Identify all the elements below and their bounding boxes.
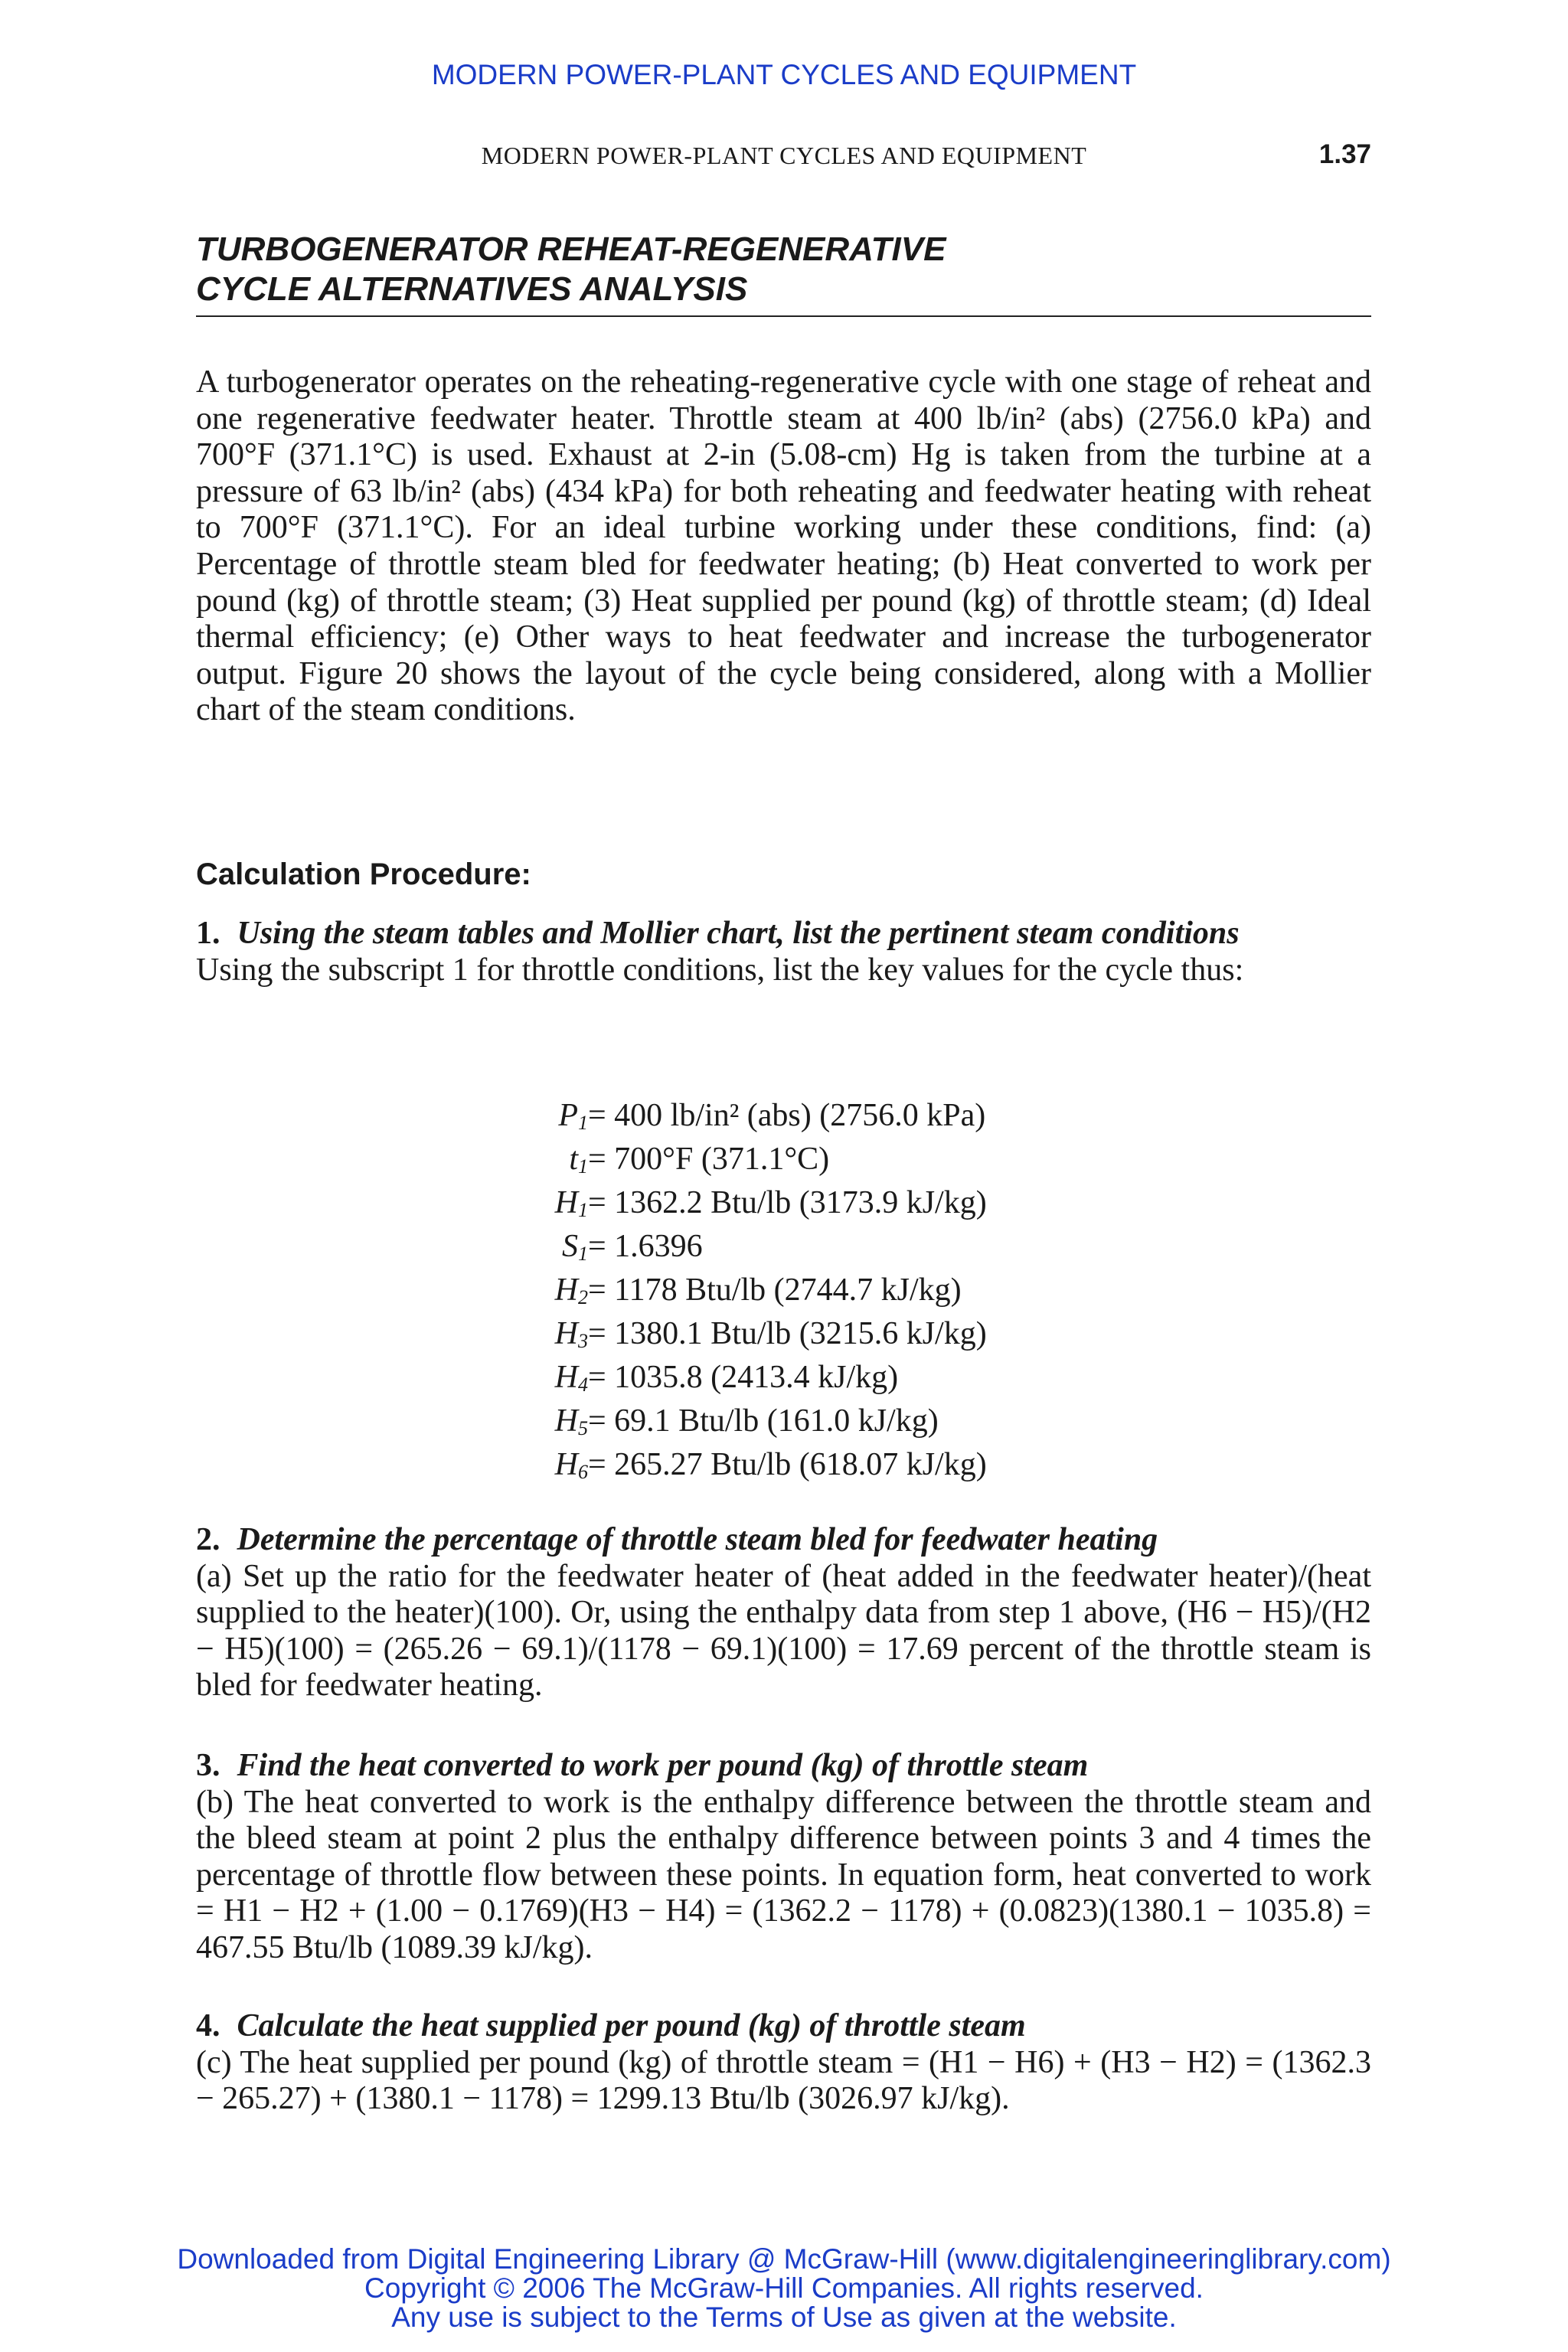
step-2: [196, 1522, 1371, 1704]
section-title-line-1: TURBOGENERATOR REHEAT-REGENERATIVE: [196, 230, 946, 268]
intro-paragraph: A turbogenerator operates on the reheating-regenerative cycle with one stage of reheat and one regenerative feedwater heater. Throttle steam at 400 lb/in² (abs) (2756.0 kPa) and 700°F (371.1°C) is used. Exhaust at 2-in (5.08-cm) Hg is taken from the turbine at a pressure of 63 lb/in² (abs) (434 kPa) for both reheating and feedwater heating with reheat to 700°F (371.1°C). For an ideal turbine working under these conditions, find: (a) Percentage of throttle steam bled for feedwater heating; (b) Heat converted to work per pound (kg) of throttle steam; (3) Heat supplied per pound (kg) of throttle steam; (d) Ideal thermal efficiency; (e) Other ways to heat feedwater and increase the turbogenerator output. Figure 20 shows the layout of the cycle being considered, along with a Mollier chart of the steam conditions.: [196, 364, 1371, 728]
step-3: [196, 1748, 1371, 1967]
running-head: MODERN POWER-PLANT CYCLES AND EQUIPMENT: [481, 142, 1087, 169]
equation-row: [0, 1225, 1568, 1269]
footer-copyright[interactable]: [0, 2245, 1568, 2332]
equation-value: = 1.6396: [588, 1229, 703, 1264]
step-4-heading: [196, 2008, 1371, 2045]
step-2-heading: [196, 1522, 1371, 1559]
equation-variable: $H_6$: [554, 1447, 588, 1484]
footer-line-1[interactable]: Downloaded from Digital Engineering Library @ McGraw-Hill (www.digitalengineeringlibrary.com): [177, 2243, 1391, 2275]
step-1: [196, 916, 1371, 988]
equation-row: [0, 1312, 1568, 1356]
section-title: [196, 230, 1371, 317]
step-4-text: (c) The heat supplied per pound (kg) of throttle steam = (H1 − H6) + (H3 − H2) = (1362.3 − 265.27) + (1380.1 − 1178) = 1299.13 Btu/lb (3026.97 kJ/kg).: [196, 2044, 1371, 2117]
source-link-header[interactable]: MODERN POWER-PLANT CYCLES AND EQUIPMENT: [431, 59, 1137, 90]
equation-value: = 265.27 Btu/lb (618.07 kJ/kg): [588, 1447, 987, 1482]
equation-variable: $H_1$: [554, 1185, 588, 1222]
equation-value: = 700°F (371.1°C): [588, 1142, 830, 1177]
step-4: [196, 2008, 1371, 2118]
equation-value: = 400 lb/in² (abs) (2756.0 kPa): [588, 1098, 986, 1133]
equation-row: [0, 1356, 1568, 1400]
page-number: 1.37: [1318, 139, 1371, 169]
step-1-heading: [196, 916, 1371, 952]
equation-value: = 1362.2 Btu/lb (3173.9 kJ/kg): [588, 1185, 987, 1220]
step-3-heading: [196, 1748, 1371, 1785]
step-3-number: 3.: [196, 1748, 220, 1783]
equation-variable: $S_1$: [561, 1229, 588, 1266]
step-3-text: (b) The heat converted to work is the enthalpy difference between the throttle steam and the bleed steam at point 2 plus the enthalpy difference between points 3 and 4 times the percentage of throttle flow between these points. In equation form, heat converted to work = H1 − H2 + (1.00 − 0.1769)(H3 − H4) = (1362.2 − 1178) + (0.0823)(1380.1 − 1035.8) = 467.55 Btu/lb (1089.39 kJ/kg).: [196, 1784, 1371, 1965]
step-1-title: Using the steam tables and Mollier chart, list the pertinent steam conditions: [237, 916, 1240, 951]
step-2-title: Determine the percentage of throttle steam bled for feedwater heating: [237, 1522, 1158, 1557]
step-2-number: 2.: [196, 1522, 220, 1557]
equation-variable: $P_1$: [558, 1098, 588, 1135]
equation-variable: $H_5$: [554, 1403, 588, 1440]
equation-value: = 1178 Btu/lb (2744.7 kJ/kg): [588, 1272, 962, 1308]
equation-value: = 1380.1 Btu/lb (3215.6 kJ/kg): [588, 1316, 987, 1351]
footer-line-3: Any use is subject to the Terms of Use as given at the website.: [391, 2301, 1177, 2333]
step-4-title: Calculate the heat supplied per pound (kg) of throttle steam: [237, 2008, 1026, 2043]
calculation-procedure-heading: Calculation Procedure:: [196, 858, 531, 891]
step-2-text: (a) Set up the ratio for the feedwater heater of (heat added in the feedwater heater)/(heat supplied to the heater)(100). Or, using the enthalpy data from step 1 above, (H6 − H5)/(H2 − H5)(100) = (265.26 − 69.1)/(1178 − 69.1)(100) = 17.69 percent of the throttle steam is bled for feedwater heating.: [196, 1558, 1371, 1704]
equation-row: [0, 1443, 1568, 1487]
equation-value: = 69.1 Btu/lb (161.0 kJ/kg): [588, 1403, 939, 1439]
step-1-number: 1.: [196, 916, 220, 951]
equation-row: [0, 1269, 1568, 1312]
equation-variable: $H_3$: [554, 1316, 588, 1353]
equation-value: = 1035.8 (2413.4 kJ/kg): [588, 1360, 899, 1395]
step-1-text: Using the subscript 1 for throttle conditions, list the key values for the cycle thus:: [196, 952, 1244, 988]
equation-variable: $t_1$: [569, 1142, 588, 1178]
equation-row: [0, 1181, 1568, 1225]
step-3-title: Find the heat converted to work per pound (kg) of throttle steam: [237, 1748, 1089, 1783]
equation-row: [0, 1400, 1568, 1443]
equation-variable: $H_2$: [554, 1272, 588, 1309]
equation-row: [0, 1138, 1568, 1181]
step-4-number: 4.: [196, 2008, 220, 2043]
section-title-line-2: CYCLE ALTERNATIVES ANALYSIS: [196, 270, 748, 308]
footer-line-2: Copyright © 2006 The McGraw-Hill Companies. All rights reserved.: [364, 2272, 1204, 2304]
equation-row: [0, 1094, 1568, 1138]
equation-variable: $H_4$: [554, 1360, 588, 1396]
